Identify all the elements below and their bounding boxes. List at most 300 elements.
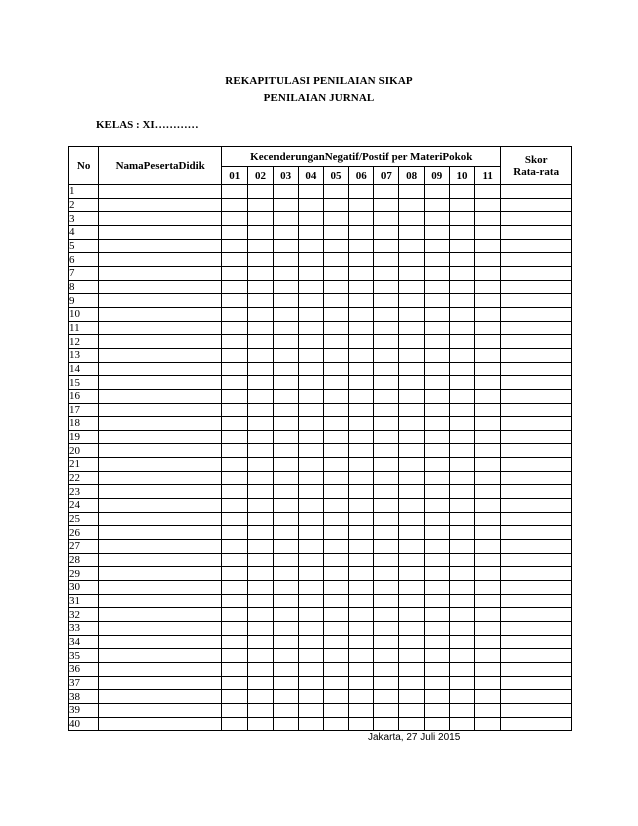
tendency-cell[interactable] [424, 594, 449, 608]
tendency-cell[interactable] [475, 608, 501, 622]
average-score-cell[interactable] [501, 430, 572, 444]
tendency-cell[interactable] [349, 553, 374, 567]
tendency-cell[interactable] [298, 485, 323, 499]
tendency-cell[interactable] [399, 417, 424, 431]
student-name-cell[interactable] [99, 430, 222, 444]
tendency-cell[interactable] [449, 185, 474, 199]
tendency-cell[interactable] [222, 649, 248, 663]
student-name-cell[interactable] [99, 294, 222, 308]
tendency-cell[interactable] [222, 553, 248, 567]
tendency-cell[interactable] [298, 471, 323, 485]
tendency-cell[interactable] [449, 540, 474, 554]
tendency-cell[interactable] [424, 185, 449, 199]
tendency-cell[interactable] [374, 376, 399, 390]
tendency-cell[interactable] [222, 703, 248, 717]
tendency-cell[interactable] [424, 376, 449, 390]
tendency-cell[interactable] [449, 499, 474, 513]
tendency-cell[interactable] [399, 649, 424, 663]
tendency-cell[interactable] [399, 239, 424, 253]
tendency-cell[interactable] [222, 225, 248, 239]
tendency-cell[interactable] [374, 239, 399, 253]
tendency-cell[interactable] [323, 540, 348, 554]
student-name-cell[interactable] [99, 676, 222, 690]
tendency-cell[interactable] [475, 212, 501, 226]
tendency-cell[interactable] [449, 471, 474, 485]
tendency-cell[interactable] [449, 458, 474, 472]
tendency-cell[interactable] [298, 635, 323, 649]
average-score-cell[interactable] [501, 717, 572, 731]
tendency-cell[interactable] [399, 444, 424, 458]
tendency-cell[interactable] [374, 553, 399, 567]
tendency-cell[interactable] [374, 307, 399, 321]
tendency-cell[interactable] [298, 403, 323, 417]
tendency-cell[interactable] [349, 266, 374, 280]
tendency-cell[interactable] [323, 376, 348, 390]
tendency-cell[interactable] [273, 225, 298, 239]
tendency-cell[interactable] [424, 458, 449, 472]
tendency-cell[interactable] [273, 581, 298, 595]
tendency-cell[interactable] [399, 485, 424, 499]
tendency-cell[interactable] [449, 348, 474, 362]
tendency-cell[interactable] [374, 608, 399, 622]
tendency-cell[interactable] [323, 499, 348, 513]
tendency-cell[interactable] [449, 307, 474, 321]
tendency-cell[interactable] [298, 444, 323, 458]
tendency-cell[interactable] [449, 444, 474, 458]
tendency-cell[interactable] [424, 430, 449, 444]
tendency-cell[interactable] [475, 540, 501, 554]
tendency-cell[interactable] [298, 594, 323, 608]
tendency-cell[interactable] [222, 239, 248, 253]
tendency-cell[interactable] [349, 348, 374, 362]
tendency-cell[interactable] [248, 212, 273, 226]
tendency-cell[interactable] [449, 266, 474, 280]
tendency-cell[interactable] [273, 499, 298, 513]
tendency-cell[interactable] [222, 662, 248, 676]
tendency-cell[interactable] [449, 239, 474, 253]
tendency-cell[interactable] [399, 526, 424, 540]
tendency-cell[interactable] [273, 239, 298, 253]
tendency-cell[interactable] [298, 553, 323, 567]
tendency-cell[interactable] [399, 376, 424, 390]
tendency-cell[interactable] [449, 649, 474, 663]
tendency-cell[interactable] [399, 458, 424, 472]
tendency-cell[interactable] [374, 280, 399, 294]
tendency-cell[interactable] [273, 553, 298, 567]
tendency-cell[interactable] [349, 253, 374, 267]
tendency-cell[interactable] [449, 567, 474, 581]
tendency-cell[interactable] [349, 690, 374, 704]
tendency-cell[interactable] [424, 403, 449, 417]
tendency-cell[interactable] [374, 581, 399, 595]
tendency-cell[interactable] [399, 608, 424, 622]
tendency-cell[interactable] [248, 526, 273, 540]
average-score-cell[interactable] [501, 662, 572, 676]
tendency-cell[interactable] [449, 553, 474, 567]
tendency-cell[interactable] [449, 526, 474, 540]
tendency-cell[interactable] [374, 458, 399, 472]
tendency-cell[interactable] [273, 389, 298, 403]
tendency-cell[interactable] [298, 622, 323, 636]
tendency-cell[interactable] [449, 376, 474, 390]
tendency-cell[interactable] [323, 471, 348, 485]
tendency-cell[interactable] [323, 608, 348, 622]
tendency-cell[interactable] [349, 676, 374, 690]
tendency-cell[interactable] [374, 403, 399, 417]
tendency-cell[interactable] [349, 362, 374, 376]
tendency-cell[interactable] [323, 280, 348, 294]
tendency-cell[interactable] [475, 703, 501, 717]
student-name-cell[interactable] [99, 212, 222, 226]
tendency-cell[interactable] [273, 294, 298, 308]
student-name-cell[interactable] [99, 307, 222, 321]
tendency-cell[interactable] [475, 649, 501, 663]
tendency-cell[interactable] [449, 212, 474, 226]
tendency-cell[interactable] [475, 430, 501, 444]
student-name-cell[interactable] [99, 417, 222, 431]
tendency-cell[interactable] [475, 185, 501, 199]
tendency-cell[interactable] [349, 376, 374, 390]
tendency-cell[interactable] [374, 676, 399, 690]
tendency-cell[interactable] [374, 417, 399, 431]
average-score-cell[interactable] [501, 594, 572, 608]
tendency-cell[interactable] [399, 690, 424, 704]
tendency-cell[interactable] [374, 335, 399, 349]
student-name-cell[interactable] [99, 662, 222, 676]
tendency-cell[interactable] [349, 458, 374, 472]
tendency-cell[interactable] [424, 389, 449, 403]
student-name-cell[interactable] [99, 553, 222, 567]
tendency-cell[interactable] [273, 594, 298, 608]
tendency-cell[interactable] [475, 348, 501, 362]
tendency-cell[interactable] [349, 430, 374, 444]
tendency-cell[interactable] [475, 225, 501, 239]
tendency-cell[interactable] [273, 662, 298, 676]
tendency-cell[interactable] [475, 198, 501, 212]
tendency-cell[interactable] [323, 635, 348, 649]
student-name-cell[interactable] [99, 471, 222, 485]
tendency-cell[interactable] [248, 717, 273, 731]
average-score-cell[interactable] [501, 239, 572, 253]
tendency-cell[interactable] [399, 335, 424, 349]
student-name-cell[interactable] [99, 703, 222, 717]
average-score-cell[interactable] [501, 499, 572, 513]
tendency-cell[interactable] [374, 348, 399, 362]
tendency-cell[interactable] [349, 485, 374, 499]
tendency-cell[interactable] [298, 198, 323, 212]
tendency-cell[interactable] [374, 526, 399, 540]
tendency-cell[interactable] [298, 212, 323, 226]
tendency-cell[interactable] [475, 307, 501, 321]
tendency-cell[interactable] [349, 512, 374, 526]
tendency-cell[interactable] [475, 266, 501, 280]
tendency-cell[interactable] [222, 526, 248, 540]
tendency-cell[interactable] [222, 608, 248, 622]
tendency-cell[interactable] [323, 553, 348, 567]
tendency-cell[interactable] [298, 185, 323, 199]
tendency-cell[interactable] [475, 321, 501, 335]
tendency-cell[interactable] [222, 198, 248, 212]
tendency-cell[interactable] [248, 239, 273, 253]
average-score-cell[interactable] [501, 321, 572, 335]
student-name-cell[interactable] [99, 253, 222, 267]
tendency-cell[interactable] [298, 690, 323, 704]
tendency-cell[interactable] [424, 321, 449, 335]
average-score-cell[interactable] [501, 403, 572, 417]
tendency-cell[interactable] [424, 335, 449, 349]
tendency-cell[interactable] [298, 581, 323, 595]
tendency-cell[interactable] [424, 553, 449, 567]
tendency-cell[interactable] [248, 294, 273, 308]
tendency-cell[interactable] [374, 703, 399, 717]
tendency-cell[interactable] [248, 362, 273, 376]
tendency-cell[interactable] [449, 430, 474, 444]
tendency-cell[interactable] [298, 499, 323, 513]
tendency-cell[interactable] [298, 239, 323, 253]
tendency-cell[interactable] [248, 662, 273, 676]
tendency-cell[interactable] [248, 649, 273, 663]
tendency-cell[interactable] [374, 185, 399, 199]
tendency-cell[interactable] [273, 717, 298, 731]
tendency-cell[interactable] [248, 376, 273, 390]
student-name-cell[interactable] [99, 185, 222, 199]
tendency-cell[interactable] [449, 703, 474, 717]
tendency-cell[interactable] [323, 294, 348, 308]
tendency-cell[interactable] [222, 212, 248, 226]
student-name-cell[interactable] [99, 526, 222, 540]
tendency-cell[interactable] [323, 458, 348, 472]
tendency-cell[interactable] [424, 635, 449, 649]
average-score-cell[interactable] [501, 485, 572, 499]
student-name-cell[interactable] [99, 540, 222, 554]
tendency-cell[interactable] [424, 512, 449, 526]
average-score-cell[interactable] [501, 253, 572, 267]
tendency-cell[interactable] [475, 294, 501, 308]
tendency-cell[interactable] [248, 335, 273, 349]
average-score-cell[interactable] [501, 512, 572, 526]
tendency-cell[interactable] [323, 526, 348, 540]
tendency-cell[interactable] [273, 567, 298, 581]
tendency-cell[interactable] [298, 676, 323, 690]
tendency-cell[interactable] [222, 280, 248, 294]
average-score-cell[interactable] [501, 307, 572, 321]
student-name-cell[interactable] [99, 280, 222, 294]
tendency-cell[interactable] [475, 499, 501, 513]
tendency-cell[interactable] [449, 512, 474, 526]
tendency-cell[interactable] [349, 540, 374, 554]
student-name-cell[interactable] [99, 335, 222, 349]
tendency-cell[interactable] [248, 471, 273, 485]
student-name-cell[interactable] [99, 198, 222, 212]
tendency-cell[interactable] [424, 239, 449, 253]
tendency-cell[interactable] [475, 553, 501, 567]
average-score-cell[interactable] [501, 567, 572, 581]
student-name-cell[interactable] [99, 389, 222, 403]
tendency-cell[interactable] [424, 225, 449, 239]
student-name-cell[interactable] [99, 376, 222, 390]
tendency-cell[interactable] [399, 499, 424, 513]
tendency-cell[interactable] [222, 335, 248, 349]
tendency-cell[interactable] [424, 567, 449, 581]
tendency-cell[interactable] [399, 540, 424, 554]
tendency-cell[interactable] [298, 253, 323, 267]
average-score-cell[interactable] [501, 348, 572, 362]
tendency-cell[interactable] [374, 662, 399, 676]
tendency-cell[interactable] [323, 198, 348, 212]
tendency-cell[interactable] [349, 403, 374, 417]
tendency-cell[interactable] [248, 253, 273, 267]
tendency-cell[interactable] [349, 280, 374, 294]
average-score-cell[interactable] [501, 608, 572, 622]
tendency-cell[interactable] [273, 622, 298, 636]
tendency-cell[interactable] [222, 362, 248, 376]
tendency-cell[interactable] [399, 389, 424, 403]
tendency-cell[interactable] [449, 294, 474, 308]
tendency-cell[interactable] [349, 417, 374, 431]
tendency-cell[interactable] [248, 622, 273, 636]
tendency-cell[interactable] [273, 376, 298, 390]
tendency-cell[interactable] [323, 676, 348, 690]
tendency-cell[interactable] [222, 321, 248, 335]
average-score-cell[interactable] [501, 212, 572, 226]
tendency-cell[interactable] [399, 594, 424, 608]
tendency-cell[interactable] [273, 608, 298, 622]
tendency-cell[interactable] [222, 594, 248, 608]
tendency-cell[interactable] [222, 253, 248, 267]
tendency-cell[interactable] [349, 581, 374, 595]
student-name-cell[interactable] [99, 348, 222, 362]
student-name-cell[interactable] [99, 649, 222, 663]
student-name-cell[interactable] [99, 485, 222, 499]
tendency-cell[interactable] [298, 526, 323, 540]
student-name-cell[interactable] [99, 567, 222, 581]
student-name-cell[interactable] [99, 225, 222, 239]
tendency-cell[interactable] [349, 717, 374, 731]
tendency-cell[interactable] [449, 594, 474, 608]
tendency-cell[interactable] [349, 212, 374, 226]
tendency-cell[interactable] [424, 280, 449, 294]
tendency-cell[interactable] [248, 321, 273, 335]
student-name-cell[interactable] [99, 608, 222, 622]
tendency-cell[interactable] [449, 581, 474, 595]
tendency-cell[interactable] [424, 307, 449, 321]
tendency-cell[interactable] [323, 430, 348, 444]
tendency-cell[interactable] [323, 225, 348, 239]
tendency-cell[interactable] [424, 485, 449, 499]
average-score-cell[interactable] [501, 198, 572, 212]
tendency-cell[interactable] [248, 635, 273, 649]
tendency-cell[interactable] [273, 321, 298, 335]
tendency-cell[interactable] [399, 512, 424, 526]
tendency-cell[interactable] [323, 239, 348, 253]
tendency-cell[interactable] [273, 444, 298, 458]
tendency-cell[interactable] [248, 458, 273, 472]
tendency-cell[interactable] [374, 444, 399, 458]
tendency-cell[interactable] [323, 335, 348, 349]
student-name-cell[interactable] [99, 458, 222, 472]
average-score-cell[interactable] [501, 417, 572, 431]
tendency-cell[interactable] [273, 703, 298, 717]
tendency-cell[interactable] [449, 690, 474, 704]
tendency-cell[interactable] [424, 444, 449, 458]
tendency-cell[interactable] [374, 471, 399, 485]
tendency-cell[interactable] [248, 676, 273, 690]
tendency-cell[interactable] [323, 307, 348, 321]
tendency-cell[interactable] [323, 212, 348, 226]
student-name-cell[interactable] [99, 403, 222, 417]
tendency-cell[interactable] [424, 540, 449, 554]
tendency-cell[interactable] [374, 253, 399, 267]
tendency-cell[interactable] [222, 567, 248, 581]
tendency-cell[interactable] [222, 635, 248, 649]
tendency-cell[interactable] [273, 430, 298, 444]
tendency-cell[interactable] [399, 212, 424, 226]
average-score-cell[interactable] [501, 635, 572, 649]
tendency-cell[interactable] [374, 649, 399, 663]
tendency-cell[interactable] [399, 471, 424, 485]
tendency-cell[interactable] [349, 499, 374, 513]
tendency-cell[interactable] [248, 225, 273, 239]
tendency-cell[interactable] [349, 444, 374, 458]
tendency-cell[interactable] [449, 608, 474, 622]
tendency-cell[interactable] [273, 471, 298, 485]
tendency-cell[interactable] [449, 717, 474, 731]
average-score-cell[interactable] [501, 553, 572, 567]
tendency-cell[interactable] [349, 703, 374, 717]
tendency-cell[interactable] [399, 430, 424, 444]
tendency-cell[interactable] [475, 253, 501, 267]
tendency-cell[interactable] [273, 458, 298, 472]
tendency-cell[interactable] [273, 485, 298, 499]
tendency-cell[interactable] [399, 635, 424, 649]
tendency-cell[interactable] [449, 417, 474, 431]
tendency-cell[interactable] [222, 403, 248, 417]
tendency-cell[interactable] [323, 348, 348, 362]
tendency-cell[interactable] [449, 362, 474, 376]
tendency-cell[interactable] [248, 608, 273, 622]
tendency-cell[interactable] [323, 703, 348, 717]
student-name-cell[interactable] [99, 717, 222, 731]
tendency-cell[interactable] [222, 581, 248, 595]
tendency-cell[interactable] [222, 294, 248, 308]
tendency-cell[interactable] [248, 280, 273, 294]
tendency-cell[interactable] [475, 389, 501, 403]
tendency-cell[interactable] [399, 266, 424, 280]
tendency-cell[interactable] [248, 403, 273, 417]
tendency-cell[interactable] [349, 307, 374, 321]
student-name-cell[interactable] [99, 690, 222, 704]
tendency-cell[interactable] [248, 389, 273, 403]
tendency-cell[interactable] [399, 280, 424, 294]
tendency-cell[interactable] [323, 567, 348, 581]
tendency-cell[interactable] [273, 362, 298, 376]
tendency-cell[interactable] [374, 635, 399, 649]
student-name-cell[interactable] [99, 635, 222, 649]
student-name-cell[interactable] [99, 266, 222, 280]
tendency-cell[interactable] [475, 403, 501, 417]
tendency-cell[interactable] [323, 389, 348, 403]
tendency-cell[interactable] [298, 266, 323, 280]
tendency-cell[interactable] [298, 362, 323, 376]
tendency-cell[interactable] [323, 444, 348, 458]
tendency-cell[interactable] [222, 185, 248, 199]
tendency-cell[interactable] [399, 307, 424, 321]
tendency-cell[interactable] [424, 348, 449, 362]
tendency-cell[interactable] [449, 622, 474, 636]
tendency-cell[interactable] [222, 622, 248, 636]
tendency-cell[interactable] [273, 266, 298, 280]
tendency-cell[interactable] [475, 471, 501, 485]
